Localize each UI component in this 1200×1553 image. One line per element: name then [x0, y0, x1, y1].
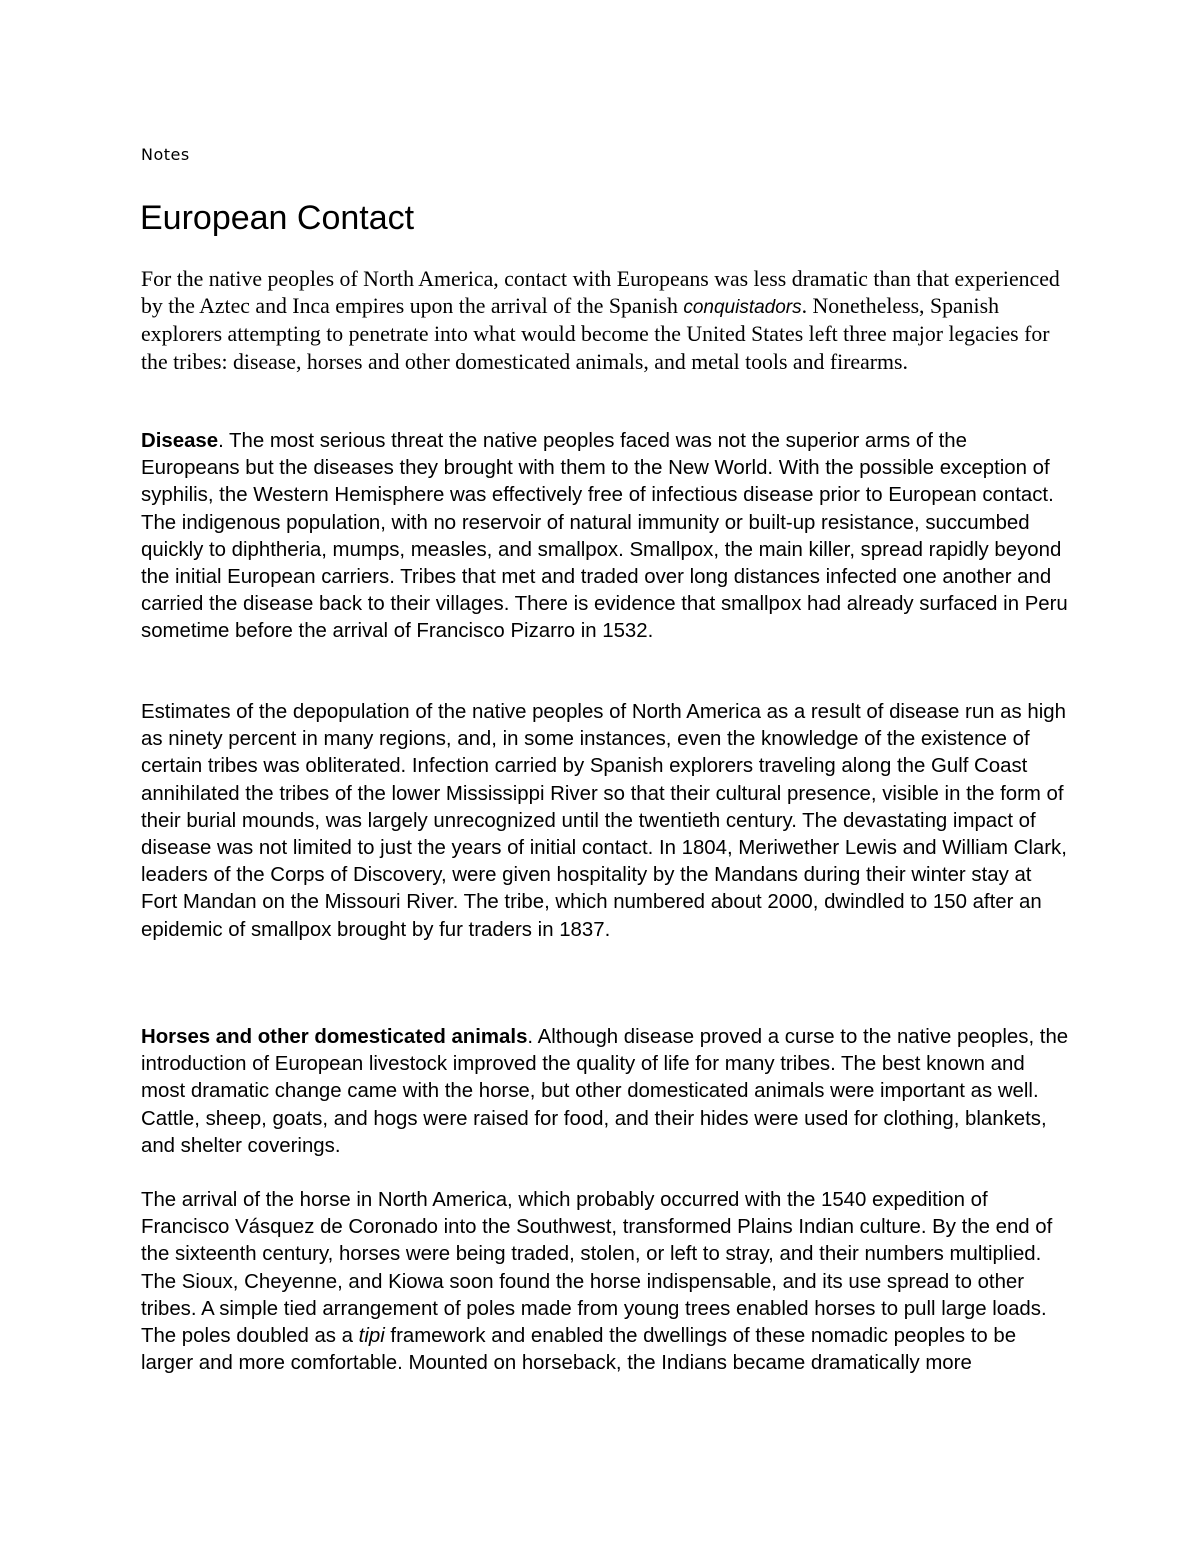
depopulation-paragraph: Estimates of the depopulation of the native peoples of North America as a result of disease run as high as ninety percent in many regions, and, in some instances, even the knowledge of the existence of certain tribes was obliterated. Infection carried by Spanish explorers traveling along the Gulf Coast annihilated the tribes of the lower Mississippi River so that their cultural presence, visible in the form of their burial mounds, was largely unrecognized until the twentieth century. The devastating impact of disease was not limited to just the years of initial contact. In 1804, Meriwether Lewis and William Clark, leaders of the Corps of Discovery, were given hospitality by the Mandans during their winter stay at Fort Mandan on the Missouri River. The tribe, which numbered about 2000, dwindled to 150 after an epidemic of smallpox brought by fur traders in 1837.	[141, 701, 1067, 941]
disease-heading: Disease	[141, 430, 219, 452]
notes-label: Notes	[141, 145, 190, 164]
tipi-term: tipi	[358, 1325, 385, 1348]
intro-paragraph	[141, 266, 1071, 376]
animals-paragraph	[141, 1024, 1071, 1160]
horse-text-start: The arrival of the horse in North America, which probably occurred with the 1540 expedition of Francisco Vásquez de Coronado into the Southwest, transformed Plains Indian culture. By the end of the sixteenth century, horses were being traded, stolen, or left to stray, and their numbers multiplied. The Sioux, Cheyenne, and Kiowa soon found the horse indispensable, and its use spread to other tribes. A simple tied arrangement of poles made from young trees enabled horses to pull large loads. The poles doubled as a	[141, 1189, 1053, 1348]
disease-text: . The most serious threat the native peoples faced was not the superior arms of the Europeans but the diseases they brought with them to the New World. With the possible exception of syphilis, the Western Hemisphere was effectively free of infectious disease prior to European contact. The indigenous population, with no reservoir of natural immunity or built-up resistance, succumbed quickly to diphtheria, mumps, measles, and smallpox. Smallpox, the main killer, spread rapidly beyond the initial European carriers. Tribes that met and traded over long distances infected one another and carried the disease back to their villages. There is evidence that smallpox had already surfaced in Peru sometime before the arrival of Francisco Pizarro in 1532.	[141, 430, 1068, 643]
intro-text-start: For the native peoples of North America, contact with Europeans was less dramatic than that experienced by the Aztec and Inca empires upon the arrival of the Spanish	[141, 267, 1060, 319]
horse-text-end: framework and enabled the dwellings of these nomadic peoples to be larger and more comfortable. Mounted on horseback, the Indians became dramatically more	[141, 1325, 1017, 1375]
document-title: European Contact	[140, 199, 415, 237]
horse-paragraph	[141, 1187, 1071, 1377]
conquistadors-term: conquistadors	[683, 297, 802, 319]
animals-heading: Horses and other domesticated animals	[141, 1026, 528, 1048]
animals-text: . Although disease proved a curse to the native peoples, the introduction of European livestock improved the quality of life for many tribes. The best known and most dramatic change came with the horse, but other domesticated animals were important as well. Cattle, sheep, goats, and hogs were raised for food, and their hides were used for clothing, blankets, and shelter coverings.	[141, 1026, 1069, 1157]
disease-paragraph	[141, 428, 1071, 646]
intro-text-end: . Nonetheless, Spanish explorers attempting to penetrate into what would become the United States left three major legacies for the tribes: disease, horses and other domesticated animals, and metal tools and firearms.	[141, 294, 1050, 374]
